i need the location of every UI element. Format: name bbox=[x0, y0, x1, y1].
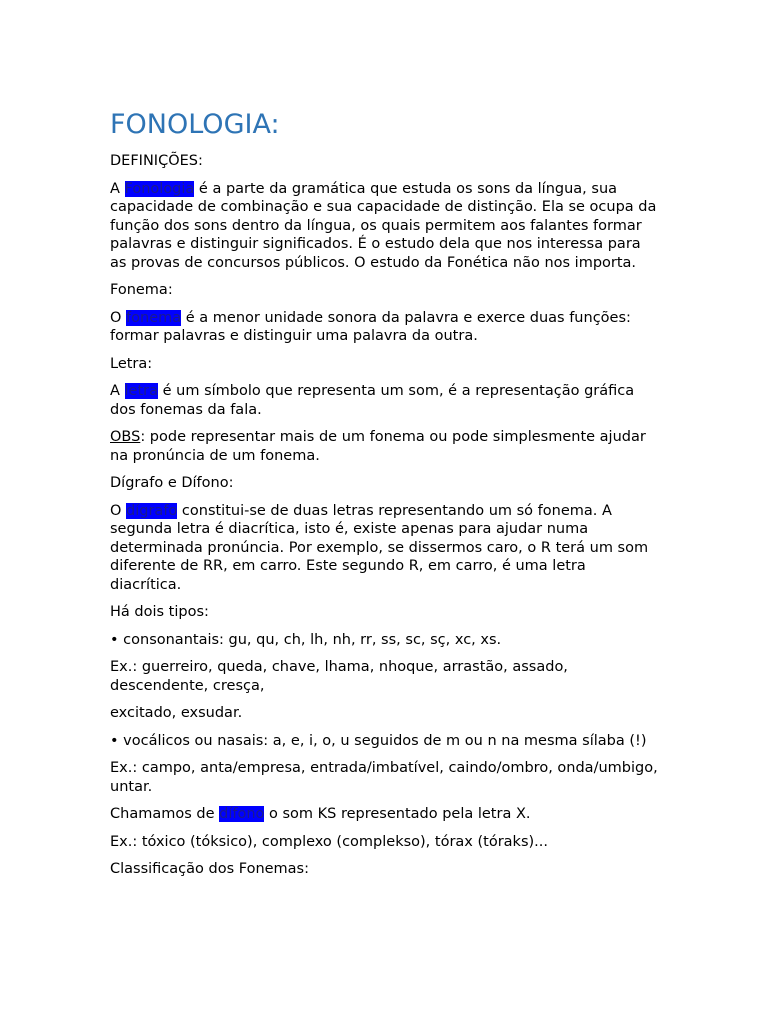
text: é a parte da gramática que estuda os sons da língua, sua capacidade de combinação e sua capacidade de distinção. Ela se ocupa da função dos sons dentro da língua, os quais permitem aos falantes formar palavras e distinguir significados. É o estudo dela que nos interessa para as provas de concursos públicos. O estudo da Fonética não nos importa. bbox=[110, 180, 657, 271]
text: constitui-se de duas letras representando um só fonema. A segunda letra é diacrítica, isto é, existe apenas para ajudar numa determinada pronúncia. Por exemplo, se dissermos caro, o R terá um som diferente de RR, em carro. Este segundo R, em carro, é uma letra diacrítica. bbox=[110, 502, 649, 593]
list-item-vocalicos: • vocálicos ou nasais: a, e, i, o, u seguidos de m ou n na mesma sílaba (!) bbox=[110, 732, 647, 749]
paragraph-example-3: Ex.: tóxico (tóksico), complexo (complekso), tórax (tóraks)... bbox=[110, 833, 548, 850]
highlighted-term: dífono bbox=[219, 806, 265, 822]
text: é a menor unidade sonora da palavra e exerce duas funções: formar palavras e distinguir uma palavra da outra. bbox=[110, 309, 631, 344]
highlighted-term: fonema bbox=[126, 309, 182, 326]
highlighted-term: dígrafo bbox=[126, 502, 178, 519]
paragraph-difono bbox=[110, 805, 660, 824]
paragraph-letra bbox=[110, 382, 660, 419]
paragraph-tipos: Há dois tipos: bbox=[110, 604, 209, 620]
highlighted-term: letra bbox=[124, 383, 159, 399]
text: : pode representar mais de um fonema ou pode simplesmente ajudar na pronúncia de um fonema. bbox=[110, 429, 646, 464]
text: O bbox=[110, 309, 127, 326]
highlighted-term: Fonologia bbox=[124, 180, 195, 197]
list-item-consonantais: • consonantais: gu, qu, ch, lh, nh, rr, ss, sc, sç, xc, xs. bbox=[110, 631, 502, 648]
section-heading-definicoes: DEFINIÇÕES: bbox=[110, 153, 203, 169]
paragraph-fonema bbox=[110, 309, 660, 346]
paragraph-example-2: Ex.: campo, anta/empresa, entrada/imbatível, caindo/ombro, onda/umbigo, untar. bbox=[110, 760, 658, 795]
section-heading-digrafo: Dígrafo e Dífono: bbox=[110, 475, 234, 491]
paragraph-example-1-cont: excitado, exsudar. bbox=[110, 705, 243, 721]
section-heading-letra: Letra: bbox=[110, 355, 153, 372]
text: A bbox=[110, 180, 125, 197]
paragraph-fonologia bbox=[110, 180, 660, 273]
text: o som KS representado pela letra X. bbox=[264, 806, 531, 822]
document-content bbox=[110, 108, 660, 888]
paragraph-obs bbox=[110, 428, 660, 465]
paragraph-digrafo bbox=[110, 502, 660, 595]
obs-label: OBS bbox=[110, 429, 141, 445]
text: O bbox=[110, 502, 127, 519]
text: é um símbolo que representa um som, é a representação gráfica dos fonemas da fala. bbox=[110, 383, 635, 418]
section-heading-fonema: Fonema: bbox=[110, 282, 173, 298]
paragraph-example-1: Ex.: guerreiro, queda, chave, lhama, nhoque, arrastão, assado, descendente, cresça, bbox=[110, 659, 568, 694]
page-title: FONOLOGIA: bbox=[110, 109, 280, 140]
section-heading-classificacao: Classificação dos Fonemas: bbox=[110, 861, 309, 877]
text: Chamamos de bbox=[110, 806, 220, 822]
text: A bbox=[110, 383, 125, 399]
